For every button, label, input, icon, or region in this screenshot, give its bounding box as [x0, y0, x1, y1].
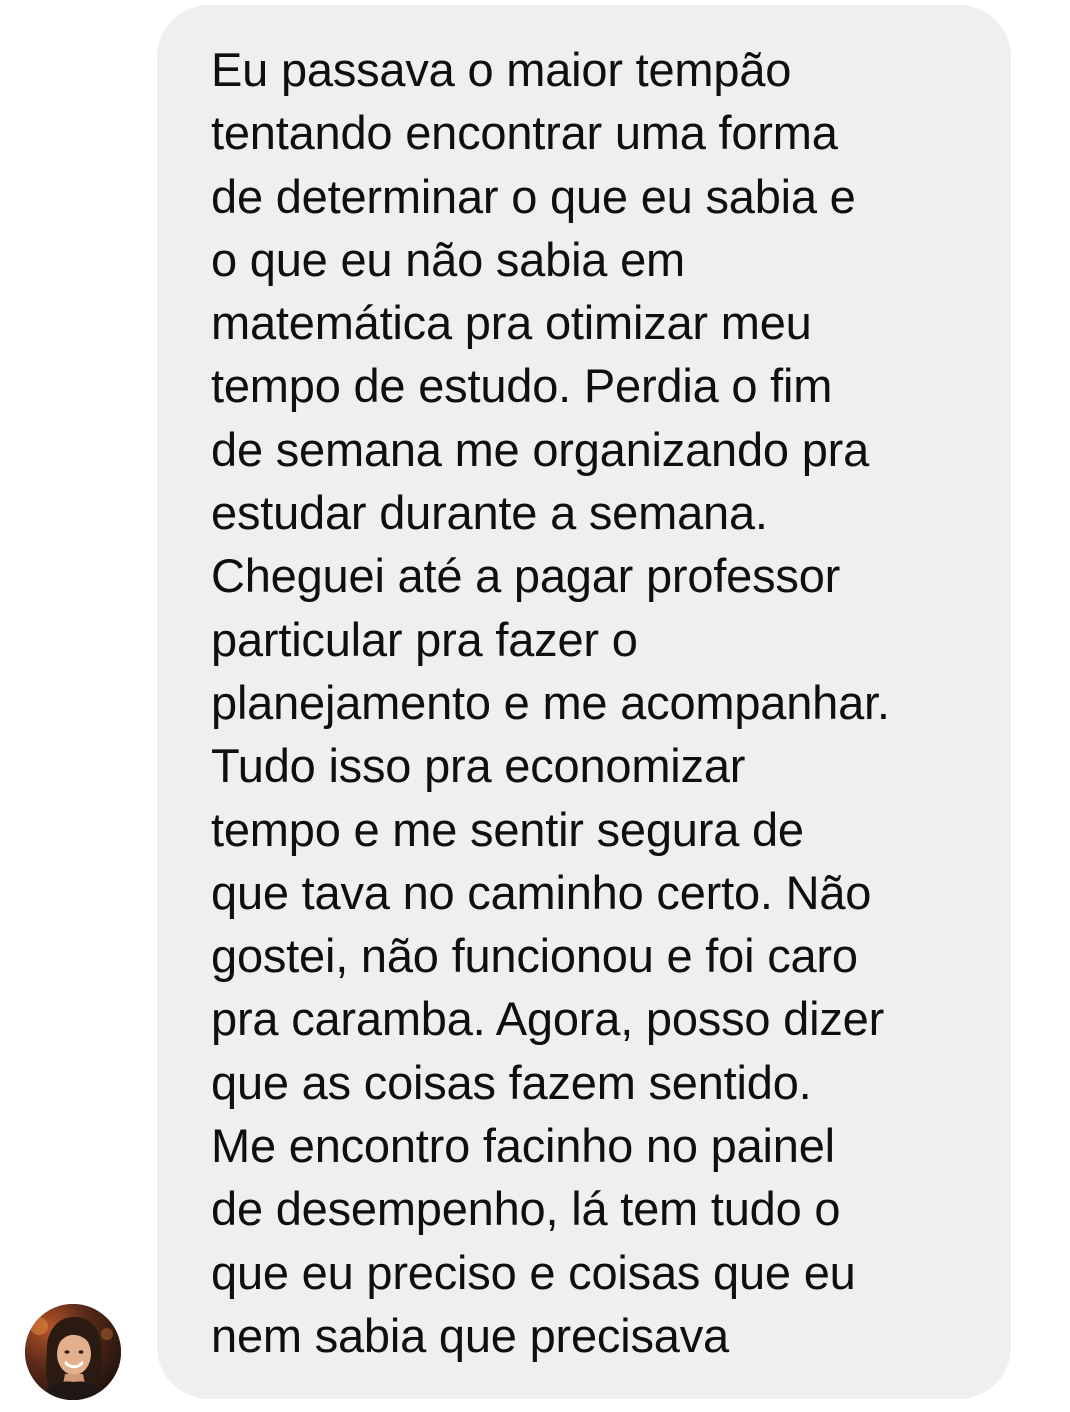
- message-line: de desempenho, lá tem tudo o: [211, 1182, 841, 1236]
- message-line: tempo e me sentir segura de: [211, 802, 804, 856]
- user-photo-avatar-icon: [25, 1304, 121, 1400]
- message-line: de semana me organizando pra: [211, 422, 870, 476]
- message-line: que eu preciso e coisas que eu: [211, 1245, 856, 1299]
- message-line: que tava no caminho certo. Não: [211, 865, 872, 919]
- message-line: o que eu não sabia em: [211, 232, 685, 286]
- message-line: que as coisas fazem sentido.: [211, 1055, 812, 1109]
- message-line: Cheguei até a pagar professor: [211, 549, 841, 603]
- message-line: nem sabia que precisava: [211, 1308, 729, 1362]
- message-line: pra caramba. Agora, posso dizer: [211, 992, 885, 1046]
- message-line: gostei, não funcionou e foi caro: [211, 929, 858, 983]
- message-line: Me encontro facinho no painel: [211, 1119, 835, 1173]
- message-line: matemática pra otimizar meu: [211, 296, 812, 350]
- message-line: de determinar o que eu sabia e: [211, 169, 856, 223]
- sender-avatar[interactable]: [25, 1304, 121, 1400]
- message-bubble[interactable]: [157, 5, 1011, 1399]
- message-line: tempo de estudo. Perdia o fim: [211, 359, 833, 413]
- message-line: tentando encontrar uma forma: [211, 106, 838, 160]
- message-line: Tudo isso pra economizar: [211, 739, 746, 793]
- message-line: estudar durante a semana.: [211, 486, 768, 540]
- message-line: Eu passava o maior tempão: [211, 43, 792, 96]
- message-line: planejamento e me acompanhar.: [211, 675, 890, 729]
- message-line: particular pra fazer o: [211, 612, 638, 666]
